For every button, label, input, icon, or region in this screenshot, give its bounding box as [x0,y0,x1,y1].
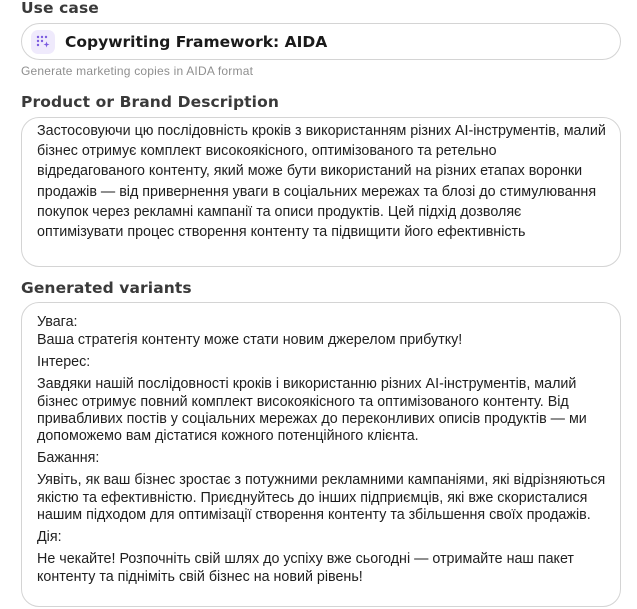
variant-action-label: Дія: [37,529,62,546]
use-case-value: Copywriting Framework: AIDA [65,32,328,51]
product-description-text: Застосовуючи цю послідовність кроків з використанням різних AI-інструментів, малий бізнес отримує комплект високоякісного, оптимізованого та ретельно відредагованого контенту, який може бути використаний на різних етапах воронки продажів — від привернення уваги в соціальних мережах та блозі до стимулювання покупок через рекламні кампанії та описи продуктів. Цей підхід дозволяє оптимізувати процес створення контенту та підвищити його ефективність [37,123,606,241]
variant-desire-label: Бажання: [37,450,100,467]
product-description-title: Product or Brand Description [21,93,279,111]
variant-attention-label: Увага: [37,314,78,330]
use-case-select[interactable] [21,23,621,60]
variant-interest-text: Завдяки нашій послідовності кроків і використанню різних AI-інструментів, малий бізнес отримує повний комплект високоякісного та оптимізованого контенту. Від привабливих постів у соціальних мережах до переконливих описів продуктів — ми допоможемо вам дістатися кожного потенційного клієнта. [37,376,587,445]
generated-variants-output [21,302,621,607]
generated-variants-title: Generated variants [21,279,192,297]
variant-action-text: Не чекайте! Розпочніть свій шлях до успіху вже сьогодні — отримайте наш пакет контенту та підніміть свій бізнес на новий рівень! [37,551,574,585]
variant-desire-text: Уявіть, як ваш бізнес зростає з потужними рекламними кампаніями, які відрізняються якістю та ефективністю. Приєднуйтесь до інших підприємців, які вже скористалися нашим підходом для оптимізації створення контенту та збільшення своїх продажів. [37,472,606,524]
use-case-title: Use case [21,0,99,17]
sparkle-grid-icon [31,30,55,54]
variant-interest-label: Інтерес: [37,354,91,371]
product-description-field[interactable] [21,117,621,267]
variant-attention-text: Ваша стратегія контенту може стати новим джерелом прибутку! [37,332,463,348]
use-case-hint: Generate marketing copies in AIDA format [21,64,254,78]
